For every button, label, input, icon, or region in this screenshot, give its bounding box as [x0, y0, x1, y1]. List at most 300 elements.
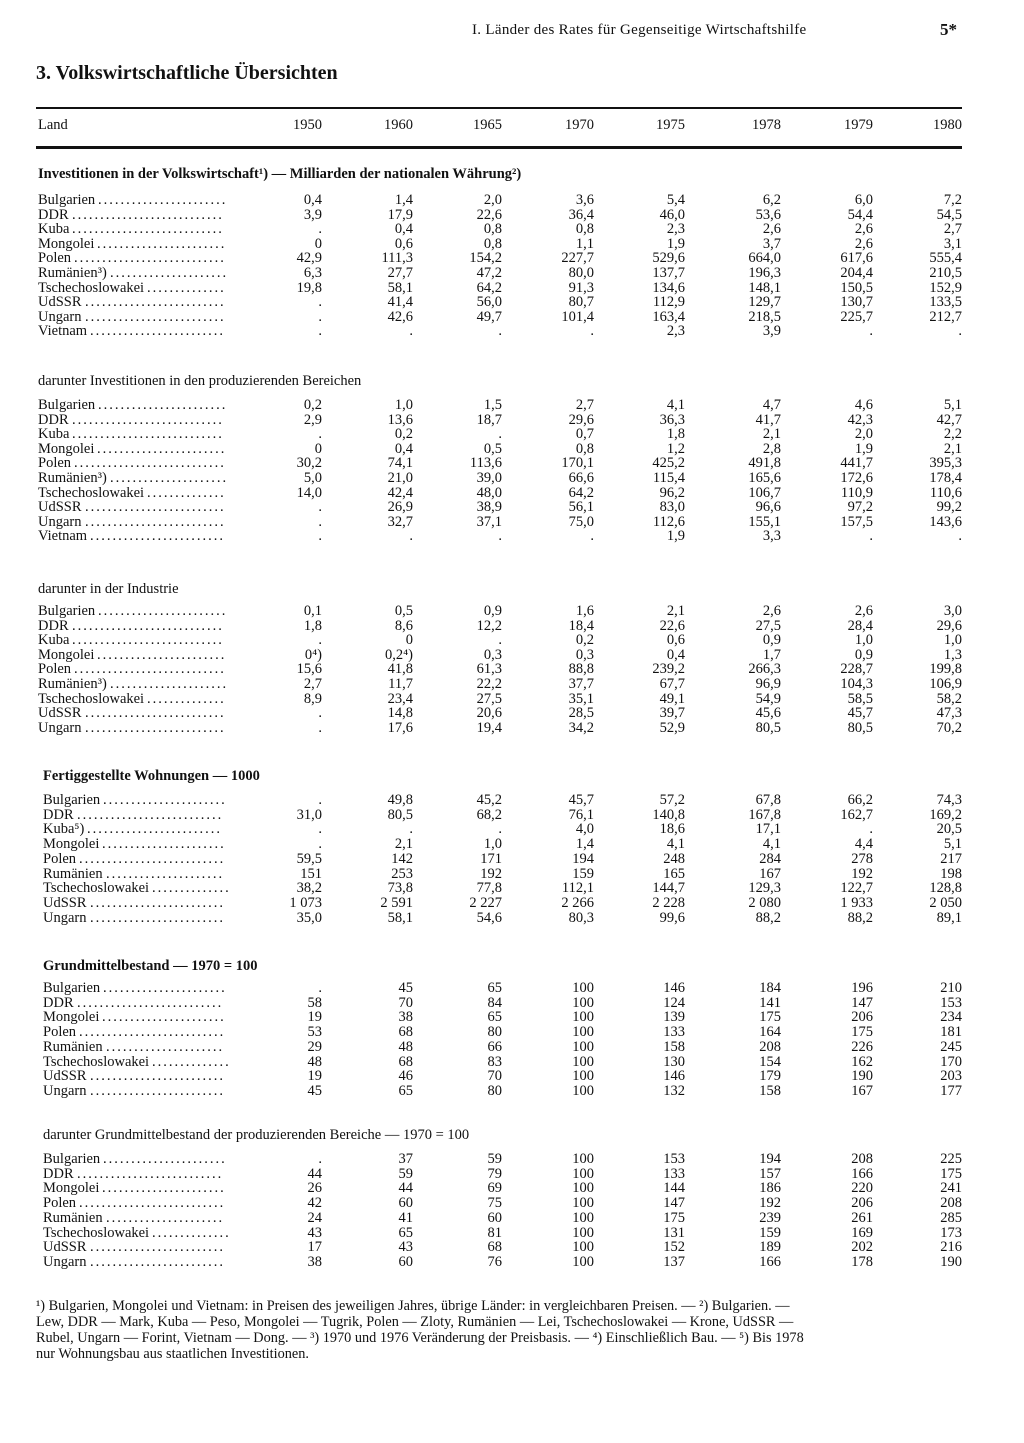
table-cell: 175 — [663, 1209, 685, 1226]
table-cell: 104,3 — [840, 676, 873, 692]
row-label: Mongolei — [43, 1180, 100, 1197]
table-cell: 2 050 — [929, 894, 962, 911]
table-cell: 75,0 — [568, 513, 594, 530]
table-cell: 12,2 — [476, 617, 502, 634]
table-cell: 239,2 — [652, 661, 685, 678]
table-cell: 1,8 — [666, 426, 685, 443]
table-cell: 111,3 — [381, 250, 413, 267]
table-cell: . — [318, 821, 322, 838]
table-cell: 39,0 — [476, 470, 502, 486]
table-cell: 38,9 — [476, 499, 502, 516]
table-cell: 0,4 — [666, 646, 685, 663]
table-row — [0, 295, 1024, 310]
table-cell: 163,4 — [652, 308, 685, 325]
table-cell: 57,2 — [659, 792, 685, 808]
table-cell: 245 — [940, 1038, 962, 1055]
table-cell: 175 — [851, 1024, 873, 1041]
column-header-1980: 1980 — [933, 117, 962, 133]
table-cell: 44 — [307, 1165, 322, 1182]
row-label: DDR — [38, 617, 69, 634]
table-cell: 0,2⁴) — [384, 646, 413, 663]
table-cell: 171 — [480, 850, 502, 867]
table-cell: 208 — [940, 1195, 962, 1212]
table-cell: 42,9 — [296, 250, 322, 267]
table-cell: 45 — [398, 980, 413, 996]
table-cell: . — [318, 980, 322, 996]
table-cell: 2,6 — [762, 221, 781, 238]
table-cell: 142 — [391, 850, 413, 867]
table-cell: 6,0 — [854, 192, 873, 208]
table-cell: 0 — [314, 440, 322, 457]
row-label: UdSSR — [38, 705, 82, 722]
dot-leader: ...................... — [102, 1181, 226, 1196]
table-cell: 1,4 — [394, 192, 413, 208]
table-cell: . — [318, 792, 322, 808]
table-cell: 19 — [307, 1009, 322, 1026]
table-cell: 59 — [398, 1165, 413, 1182]
row-label: Rumänien — [43, 865, 103, 882]
table-cell: 144,7 — [652, 880, 685, 897]
column-header-1978: 1978 — [752, 117, 781, 133]
table-cell: 37,7 — [568, 676, 594, 692]
table-cell: 169 — [851, 1224, 873, 1241]
table-cell: 0,2 — [394, 426, 413, 443]
table-cell: 46,0 — [659, 206, 685, 223]
table-cell: 81 — [487, 1224, 502, 1241]
table-cell: 6,3 — [303, 265, 322, 281]
table-cell: 64,2 — [568, 484, 594, 501]
footnotes — [36, 1298, 968, 1362]
table-cell: . — [498, 426, 502, 443]
dot-leader: ...................... — [102, 1010, 226, 1025]
table-row — [0, 193, 1024, 208]
section-title: darunter Grundmittelbestand der produzierenden Bereiche — 1970 = 100 — [43, 1127, 470, 1143]
table-cell: 199,8 — [929, 661, 962, 678]
table-cell: . — [409, 821, 413, 838]
table-cell: 17 — [307, 1239, 322, 1256]
table-cell: 59,5 — [296, 850, 322, 867]
table-row — [0, 677, 1024, 692]
table-cell: 110,6 — [929, 484, 962, 501]
table-cell: 157,5 — [840, 513, 873, 530]
row-label: Polen — [43, 1195, 77, 1212]
table-cell: 1,0 — [483, 836, 502, 853]
table-cell: 2 080 — [748, 894, 781, 911]
table-cell: 80 — [487, 1024, 502, 1041]
table-cell: 29,6 — [936, 617, 962, 634]
table-cell: 4,1 — [666, 397, 685, 413]
table-cell: 150,5 — [840, 279, 873, 296]
table-cell: 27,7 — [387, 265, 413, 281]
table-cell: 2,1 — [762, 426, 781, 443]
table-cell: 80,0 — [568, 265, 594, 281]
table-cell: 158 — [759, 1082, 781, 1099]
table-cell: 159 — [572, 865, 594, 882]
table-cell: 131 — [663, 1224, 685, 1241]
table-cell: 2,7 — [303, 676, 322, 692]
table-cell: 74,3 — [936, 792, 962, 808]
row-label: Rumänien³) — [38, 265, 107, 281]
table-cell: 36,3 — [659, 411, 685, 428]
row-label: Ungarn — [43, 1082, 87, 1099]
table-cell: 65 — [398, 1082, 413, 1099]
row-label: UdSSR — [43, 894, 87, 911]
table-cell: 26,9 — [387, 499, 413, 516]
table-cell: 38 — [307, 1253, 322, 1270]
table-cell: 226 — [851, 1038, 873, 1055]
table-cell: 60 — [487, 1209, 502, 1226]
dot-leader: ...................... — [103, 1152, 227, 1167]
table-cell: 175 — [759, 1009, 781, 1026]
table-cell: 2 266 — [561, 894, 594, 911]
table-cell: 79 — [487, 1165, 502, 1182]
column-header-1960: 1960 — [384, 117, 413, 133]
table-cell: 27,5 — [476, 690, 502, 707]
table-cell: 70 — [487, 1068, 502, 1085]
table-cell: 22,6 — [659, 617, 685, 634]
table-cell: 46 — [398, 1068, 413, 1085]
table-cell: 2,1 — [394, 836, 413, 853]
row-label: Mongolei — [43, 836, 100, 853]
table-cell: 3,9 — [303, 206, 322, 223]
dot-leader: .............. — [152, 1054, 231, 1069]
table-cell: 134,6 — [652, 279, 685, 296]
table-row — [0, 881, 1024, 896]
table-cell: 190 — [851, 1068, 873, 1085]
page-number: 5* — [940, 20, 957, 39]
table-cell: 74,1 — [387, 455, 413, 472]
table-cell: 169,2 — [929, 806, 962, 823]
row-label: Bulgarien — [38, 603, 96, 619]
table-cell: 89,1 — [936, 909, 962, 926]
table-cell: 0,5 — [394, 603, 413, 619]
table-cell: 144 — [663, 1180, 685, 1197]
table-cell: 37,1 — [476, 513, 502, 530]
table-cell: 192 — [851, 865, 873, 882]
table-cell: 0,9 — [854, 646, 873, 663]
table-cell: . — [318, 323, 322, 340]
table-cell: 162,7 — [840, 806, 873, 823]
table-cell: 137,7 — [652, 265, 685, 281]
dot-leader: ......................... — [85, 514, 226, 530]
dot-leader: .......................... — [79, 851, 226, 867]
table-cell: 56,1 — [568, 499, 594, 516]
table-cell: 43 — [398, 1239, 413, 1256]
table-cell: 2,0 — [854, 426, 873, 443]
table-cell: 100 — [572, 1009, 594, 1026]
table-cell: 167 — [851, 1082, 873, 1099]
table-cell: 2,0 — [483, 192, 502, 208]
table-cell: 27,5 — [755, 617, 781, 634]
row-label: Kuba — [38, 221, 70, 238]
table-cell: . — [498, 323, 502, 340]
table-cell: 54,5 — [936, 206, 962, 223]
table-cell: 96,6 — [755, 499, 781, 516]
table-cell: 21,0 — [387, 470, 413, 486]
table-cell: 128,8 — [929, 880, 962, 897]
table-cell: 49,8 — [387, 792, 413, 808]
table-cell: 617,6 — [840, 250, 873, 267]
table-cell: 196,3 — [748, 265, 781, 281]
table-cell: 29 — [307, 1038, 322, 1055]
table-cell: 0,4 — [394, 440, 413, 457]
table-cell: 31,0 — [296, 806, 322, 823]
table-row — [0, 222, 1024, 237]
table-row — [0, 1255, 1024, 1270]
dot-leader: .......................... — [77, 995, 224, 1011]
table-cell: 80 — [487, 1082, 502, 1099]
table-cell: 0⁴) — [304, 646, 322, 663]
table-cell: 97,2 — [847, 499, 873, 516]
row-label: DDR — [43, 1165, 74, 1182]
row-label: Ungarn — [38, 513, 82, 530]
dot-leader: ........................ — [90, 1069, 225, 1084]
table-cell: . — [498, 528, 502, 545]
table-cell: 2,2 — [943, 426, 962, 443]
table-cell: . — [958, 528, 962, 545]
row-label: Ungarn — [43, 1253, 87, 1270]
footnote-line: nur Wohnungsbau aus staatlichen Investitionen. — [36, 1346, 309, 1362]
row-label: Bulgarien — [43, 1151, 101, 1167]
table-cell: 100 — [572, 1209, 594, 1226]
table-cell: 113,6 — [469, 455, 502, 472]
table-cell: 42,7 — [936, 411, 962, 428]
table-cell: 68 — [398, 1053, 413, 1070]
table-cell: 41,8 — [387, 661, 413, 678]
row-label: Ungarn — [38, 308, 82, 325]
table-cell: 143,6 — [929, 513, 962, 530]
table-cell: 2,6 — [854, 603, 873, 619]
row-label: Tschechoslowakei — [43, 1224, 150, 1241]
table-cell: 58,1 — [387, 279, 413, 296]
table-cell: 7,2 — [943, 192, 962, 208]
table-cell: 100 — [572, 1068, 594, 1085]
table-cell: 177 — [940, 1082, 962, 1099]
table-cell: 88,2 — [755, 909, 781, 926]
dot-leader: .............. — [147, 485, 226, 501]
row-label: Bulgarien — [38, 397, 96, 413]
column-header-row — [0, 118, 1024, 138]
row-label: Rumänien — [43, 1038, 103, 1055]
table-cell: 19,4 — [476, 719, 502, 736]
dot-leader: ....................... — [97, 441, 227, 457]
table-cell: 234 — [940, 1009, 962, 1026]
dot-leader: .......................... — [79, 1025, 226, 1040]
table-cell: 5,1 — [943, 836, 962, 853]
table-cell: . — [869, 821, 873, 838]
table-cell: 1,7 — [762, 646, 781, 663]
table-cell: 170,1 — [561, 455, 594, 472]
table-cell: . — [590, 323, 594, 340]
table-cell: 2 227 — [469, 894, 502, 911]
table-cell: 159 — [759, 1224, 781, 1241]
dot-leader: ....................... — [98, 398, 228, 413]
table-cell: 241 — [940, 1180, 962, 1197]
table-cell: 285 — [940, 1209, 962, 1226]
table-cell: 129,3 — [748, 880, 781, 897]
dot-leader: ..................... — [110, 266, 229, 281]
table-cell: 77,8 — [476, 880, 502, 897]
table-cell: . — [318, 705, 322, 722]
table-cell: 8,9 — [303, 690, 322, 707]
table-cell: 130,7 — [840, 294, 873, 311]
dot-leader: ....................... — [97, 236, 227, 252]
table-row — [0, 427, 1024, 442]
table-cell: 88,8 — [568, 661, 594, 678]
table-cell: 395,3 — [929, 455, 962, 472]
table-cell: 99,2 — [936, 499, 962, 516]
table-cell: 15,6 — [296, 661, 322, 678]
table-cell: 151 — [300, 865, 322, 882]
table-cell: 0,4 — [303, 192, 322, 208]
dot-leader: ...................... — [102, 837, 226, 852]
row-label: UdSSR — [38, 499, 82, 516]
table-cell: 18,4 — [568, 617, 594, 634]
dot-leader: .......................... — [77, 1166, 224, 1182]
row-label: Tschechoslowakei — [38, 484, 145, 501]
table-row — [0, 852, 1024, 867]
dot-leader: ........................... — [74, 456, 226, 471]
table-cell: 147 — [851, 994, 873, 1011]
table-cell: 42 — [307, 1195, 322, 1212]
row-label: Polen — [38, 661, 72, 678]
table-cell: 20,6 — [476, 705, 502, 722]
dot-leader: .............. — [147, 691, 226, 707]
table-cell: 66,2 — [847, 792, 873, 808]
table-cell: 35,0 — [296, 909, 322, 926]
table-cell: 228,7 — [840, 661, 873, 678]
table-cell: 99,6 — [659, 909, 685, 926]
row-label: Ungarn — [38, 719, 82, 736]
table-cell: 208 — [759, 1038, 781, 1055]
table-cell: 0,7 — [575, 426, 594, 443]
table-cell: 137 — [663, 1253, 685, 1270]
table-cell: 54,4 — [847, 206, 873, 223]
table-cell: 0,1 — [303, 603, 322, 619]
dot-leader: ........................... — [74, 251, 226, 266]
table-cell: 88,2 — [847, 909, 873, 926]
table-cell: 220 — [851, 1180, 873, 1197]
table-cell: 29,6 — [568, 411, 594, 428]
section-title: Fertiggestellte Wohnungen — 1000 — [43, 768, 260, 784]
row-label: Bulgarien — [38, 192, 96, 208]
table-cell: 49,7 — [476, 308, 502, 325]
table-cell: 173 — [940, 1224, 962, 1241]
table-cell: 196 — [851, 980, 873, 996]
dot-leader: .............. — [152, 881, 231, 896]
dot-leader: .............. — [152, 1225, 231, 1240]
table-cell: 112,9 — [652, 294, 685, 311]
table-cell: 0 — [405, 632, 413, 649]
table-cell: 140,8 — [652, 806, 685, 823]
table-cell: 0,3 — [483, 646, 502, 663]
dot-leader: ...................... — [103, 981, 227, 996]
table-row — [0, 896, 1024, 911]
table-cell: 0,2 — [575, 632, 594, 649]
table-cell: 11,7 — [388, 676, 413, 692]
table-cell: 65 — [487, 1009, 502, 1026]
table-cell: 152,9 — [929, 279, 962, 296]
table-cell: 37 — [398, 1151, 413, 1167]
table-cell: 18,6 — [659, 821, 685, 838]
table-cell: 253 — [391, 865, 413, 882]
table-cell: 664,0 — [748, 250, 781, 267]
dot-leader: .......................... — [79, 1196, 226, 1211]
table-cell: 4,4 — [854, 836, 873, 853]
table-cell: 45,6 — [755, 705, 781, 722]
running-head: I. Länder des Rates für Gegenseitige Wirtschaftshilfe — [472, 22, 807, 38]
table-cell: 36,4 — [568, 206, 594, 223]
table-cell: 2,1 — [666, 603, 685, 619]
row-label: Mongolei — [38, 235, 95, 252]
dot-leader: ......................... — [85, 720, 226, 736]
table-cell: 49,1 — [659, 690, 685, 707]
table-cell: 106,7 — [748, 484, 781, 501]
table-cell: 14,0 — [296, 484, 322, 501]
table-row — [0, 1196, 1024, 1211]
row-label: Mongolei — [38, 646, 95, 663]
table-cell: . — [869, 323, 873, 340]
dot-leader: .............. — [147, 280, 226, 296]
dot-leader: ....................... — [98, 193, 228, 208]
table-cell: 0,5 — [483, 440, 502, 457]
table-cell: . — [409, 528, 413, 545]
row-label: DDR — [43, 806, 74, 823]
table-cell: 192 — [480, 865, 502, 882]
table-cell: 184 — [759, 980, 781, 996]
table-cell: 124 — [663, 994, 685, 1011]
table-cell: 158 — [663, 1038, 685, 1055]
table-cell: 65 — [487, 980, 502, 996]
table-cell: 2 228 — [652, 894, 685, 911]
table-cell: 165 — [663, 865, 685, 882]
table-cell: 0,9 — [483, 603, 502, 619]
table-cell: 28,5 — [568, 705, 594, 722]
table-cell: 28,4 — [847, 617, 873, 634]
dot-leader: ..................... — [106, 1210, 225, 1226]
table-cell: 133,5 — [929, 294, 962, 311]
row-label: Bulgarien — [43, 792, 101, 808]
table-cell: 2,8 — [762, 440, 781, 457]
table-cell: . — [590, 528, 594, 545]
table-cell: 100 — [572, 1195, 594, 1212]
table-cell: 284 — [759, 850, 781, 867]
table-cell: 210,5 — [929, 265, 962, 281]
table-cell: 3,3 — [762, 528, 781, 545]
table-cell: 192 — [759, 1195, 781, 1212]
table-cell: 43 — [307, 1224, 322, 1241]
row-label: Kuba⁵) — [43, 821, 85, 838]
table-cell: . — [958, 323, 962, 340]
table-cell: 178 — [851, 1253, 873, 1270]
table-cell: 39,7 — [659, 705, 685, 722]
table-cell: 73,8 — [387, 880, 413, 897]
table-cell: 208 — [851, 1151, 873, 1167]
table-cell: 154,2 — [469, 250, 502, 267]
section-title: darunter Investitionen in den produzierenden Bereichen — [38, 373, 362, 389]
table-cell: 75 — [487, 1195, 502, 1212]
table-cell: 190 — [940, 1253, 962, 1270]
table-cell: 4,7 — [762, 397, 781, 413]
dot-leader: ......................... — [85, 295, 226, 310]
table-cell: 4,1 — [762, 836, 781, 853]
table-cell: 38,2 — [296, 880, 322, 897]
table-cell: 22,6 — [476, 206, 502, 223]
table-cell: 152 — [663, 1239, 685, 1256]
dot-leader: ........................... — [72, 427, 224, 442]
table-row — [0, 633, 1024, 648]
table-cell: 0,3 — [575, 646, 594, 663]
